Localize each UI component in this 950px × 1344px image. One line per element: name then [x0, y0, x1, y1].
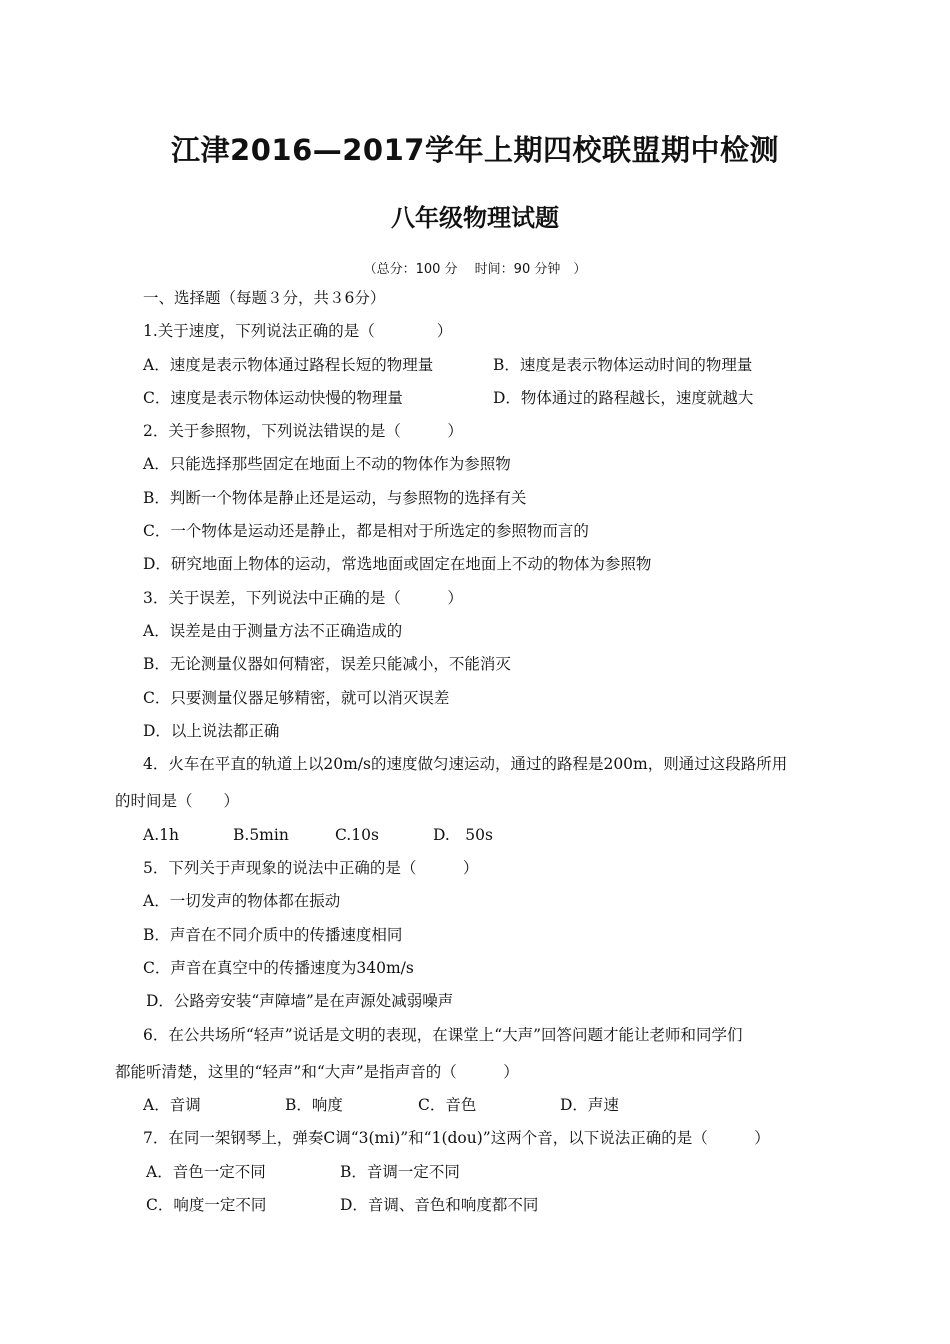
question-3-option-b: B．无论测量仪器如何精密，误差只能减小，不能消灭 — [143, 655, 511, 673]
question-6-option-c: C．音色 — [418, 1096, 477, 1114]
question-6-option-d: D．声速 — [560, 1096, 619, 1114]
exam-info: （总分：100 分 时间：90 分钟 ） — [363, 262, 587, 277]
question-6-option-a: A．音调 — [143, 1096, 201, 1114]
question-2-option-d: D．研究地面上物体的运动，常选地面或固定在地面上不动的物体为参照物 — [143, 555, 652, 573]
question-3-stem: 3．关于误差，下列说法中正确的是（ ） — [143, 589, 463, 607]
question-4-option-b: B.5min — [233, 826, 289, 844]
question-6-stem-line1: 6．在公共场所“轻声”说话是文明的表现，在课堂上“大声”回答问题才能让老师和同学们 — [143, 1026, 743, 1044]
question-5-option-b: B．声音在不同介质中的传播速度相同 — [143, 926, 403, 944]
question-5-option-c: C．声音在真空中的传播速度为340m/s — [143, 959, 414, 977]
question-4-option-a: A.1h — [143, 826, 179, 844]
question-2-option-c: C．一个物体是运动还是静止，都是相对于所选定的参照物而言的 — [143, 522, 589, 540]
exam-subtitle: 八年级物理试题 — [391, 204, 559, 232]
question-7-option-d: D．音调、音色和响度都不同 — [340, 1196, 539, 1214]
question-1-stem: 1.关于速度，下列说法正确的是（ ） — [143, 322, 453, 340]
question-6-stem-line2: 都能听清楚，这里的“轻声”和“大声”是指声音的（ ） — [115, 1063, 519, 1081]
question-7-option-b: B．音调一定不同 — [340, 1163, 460, 1181]
question-5-stem: 5．下列关于声现象的说法中正确的是（ ） — [143, 859, 479, 877]
question-1-option-a: A．速度是表示物体通过路程长短的物理量 — [143, 356, 434, 374]
question-1-option-c: C．速度是表示物体运动快慢的物理量 — [143, 389, 403, 407]
exam-title: 江津2016—2017学年上期四校联盟期中检测 — [171, 133, 779, 167]
question-3-option-c: C．只要测量仪器足够精密，就可以消灭误差 — [143, 689, 450, 707]
question-2-stem: 2．关于参照物，下列说法错误的是（ ） — [143, 422, 463, 440]
question-5-option-d: D．公路旁安装“声障墙”是在声源处减弱噪声 — [146, 992, 454, 1010]
question-5-option-a: A．一切发声的物体都在振动 — [143, 892, 341, 910]
question-7-stem: 7．在同一架钢琴上，弹奏C调“3(mi)”和“1(dou)”这两个音，以下说法正确的是（ ） — [143, 1129, 770, 1147]
question-7-option-a: A．音色一定不同 — [146, 1163, 266, 1181]
question-3-option-d: D．以上说法都正确 — [143, 722, 280, 740]
question-7-option-c: C．响度一定不同 — [146, 1196, 267, 1214]
question-4-stem-line2: 的时间是（ ） — [115, 792, 240, 810]
question-4-option-d: D. 50s — [433, 826, 493, 844]
question-1-option-d: D．物体通过的路程越长，速度就越大 — [493, 389, 754, 407]
question-1-option-b: B．速度是表示物体运动时间的物理量 — [493, 356, 753, 374]
question-4-stem-line1: 4．火车在平直的轨道上以20m/s的速度做匀速运动，通过的路程是200m，则通过这段路所用 — [143, 755, 788, 773]
question-2-option-a: A．只能选择那些固定在地面上不动的物体作为参照物 — [143, 455, 511, 473]
section-heading: 一、选择题（每题３分，共３6分） — [143, 289, 386, 307]
question-3-option-a: A．误差是由于测量方法不正确造成的 — [143, 622, 403, 640]
question-6-option-b: B．响度 — [285, 1096, 343, 1114]
question-2-option-b: B．判断一个物体是静止还是运动，与参照物的选择有关 — [143, 489, 527, 507]
question-4-option-c: C.10s — [335, 826, 379, 844]
